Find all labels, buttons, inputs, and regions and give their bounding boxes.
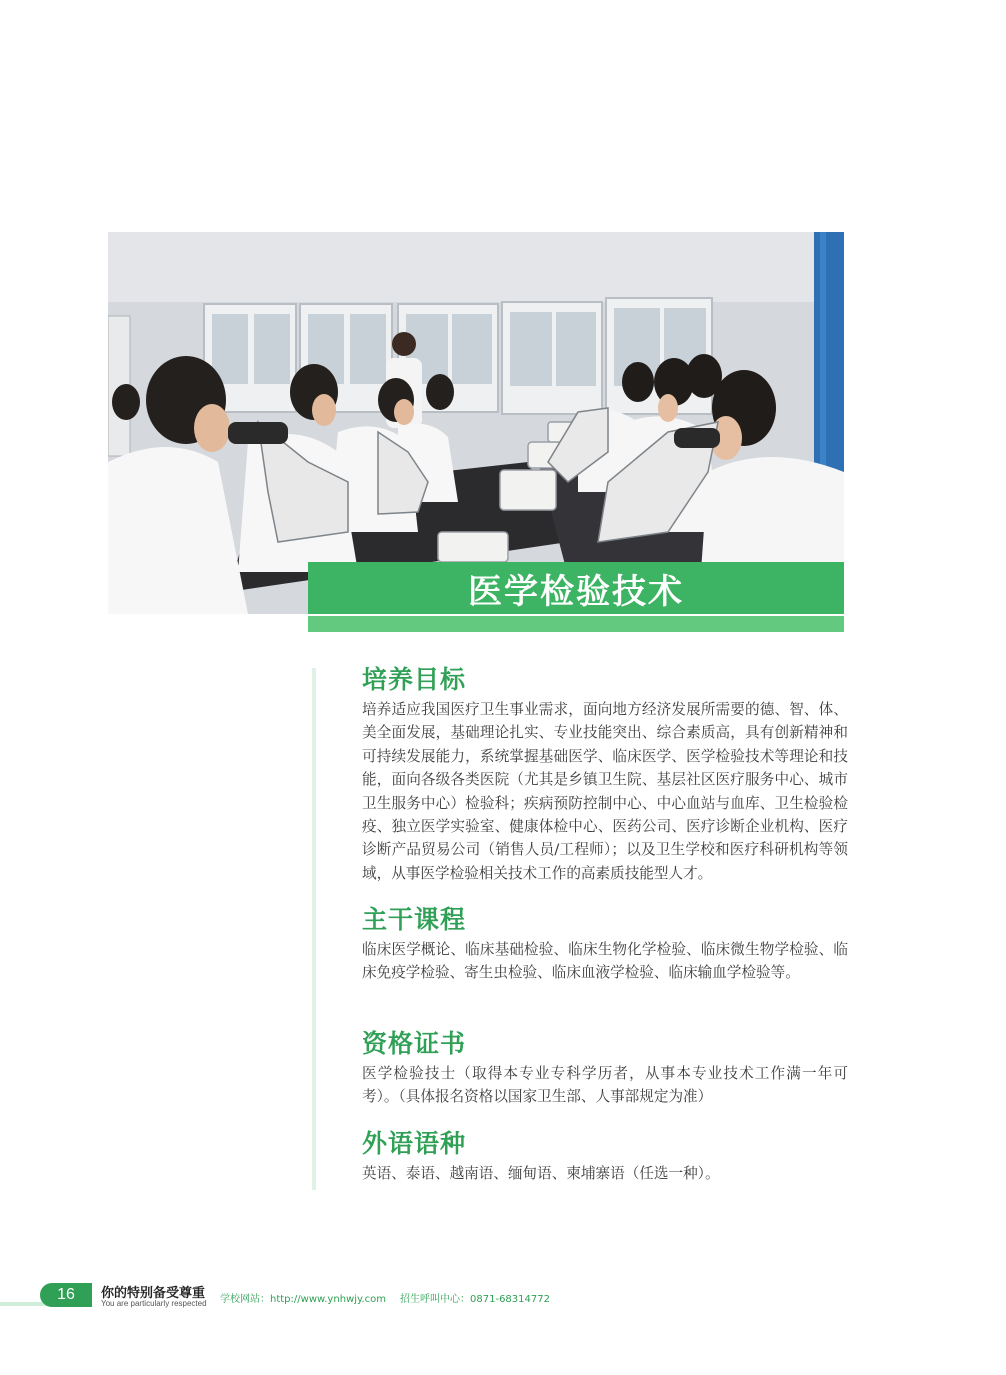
hotline-label: 招生呼叫中心： [400, 1294, 471, 1305]
website-link[interactable]: http://www.ynhwjy.com [270, 1294, 387, 1305]
section-divider [312, 668, 316, 1190]
program-title: 医学检验技术 [468, 571, 684, 612]
section-certificates [362, 1028, 848, 1109]
hotline-number: 0871-68314772 [470, 1294, 550, 1305]
section-body: 临床医学概论、临床基础检验、临床生物化学检验、临床微生物学检验、临床免疫学检验、寄生虫检验、临床血液学检验、临床输血学检验等。 [362, 941, 848, 982]
section-body: 英语、泰语、越南语、缅甸语、柬埔寨语（任选一种）。 [362, 1165, 720, 1182]
section-foreign-languages [362, 1128, 720, 1185]
slogan-chinese: 你的特别备受尊重 [101, 1286, 206, 1301]
program-title-banner [308, 562, 844, 614]
section-body: 培养适应我国医疗卫生事业需求，面向地方经济发展所需要的德、智、体、美全面发展，基础理论扎实、专业技能突出、综合素质高，具有创新精神和可持续发展能力，系统掌握基础医学、临床医学、医学检验技术等理论和技能，面向各级各类医院（尤其是乡镇卫生院、基层社区医疗服务中心、城市卫生服务中心）检验科；疾病预防控制中心、中心血站与血库、卫生检验检疫、独立医学实验室、健康体检中心、医药公司、医疗诊断企业机构、医疗诊断产品贸易公司（销售人员/工程师）；以及卫生学校和医疗科研机构等领域，从事医学检验相关技术工作的高素质技能型人才。 [362, 701, 848, 882]
section-body: 医学检验技士（取得本专业专科学历者，从事本专业技术工作满一年可考）。（具体报名资格以国家卫生部、人事部规定为准） [362, 1065, 848, 1106]
footer-contact [220, 1290, 550, 1305]
section-training-goals [362, 664, 848, 885]
section-heading: 主干课程 [362, 905, 467, 934]
title-underbar [308, 616, 844, 632]
page-number: 16 [40, 1283, 92, 1307]
slogan-english: You are particularly respected [101, 1299, 207, 1308]
section-core-courses [362, 904, 848, 985]
section-heading: 培养目标 [362, 665, 467, 694]
website-label: 学校网站： [220, 1294, 270, 1305]
section-heading: 外语语种 [362, 1129, 467, 1158]
section-heading: 资格证书 [362, 1029, 467, 1058]
lab-photo [108, 232, 844, 614]
